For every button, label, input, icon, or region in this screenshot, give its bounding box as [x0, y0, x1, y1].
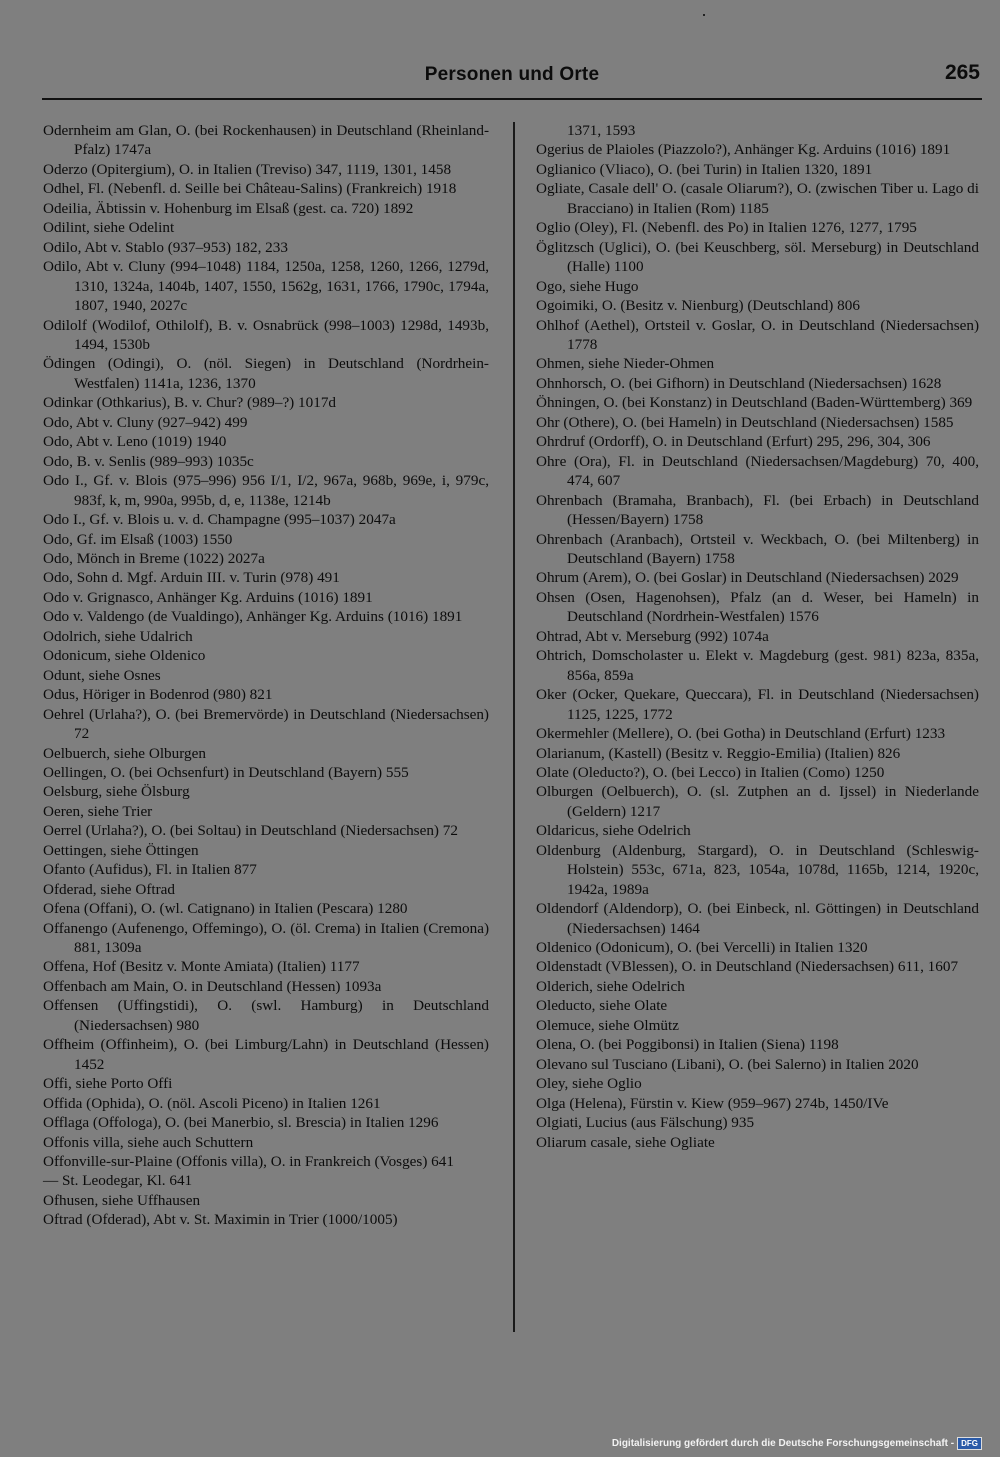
index-entry: Oglio (Oley), Fl. (Nebenfl. des Po) in Italien 1276, 1277, 1795 [536, 219, 917, 237]
index-entry: Odo, Mönch in Breme (1022) 2027a [43, 549, 265, 567]
index-entry: Öhningen, O. (bei Konstanz) in Deutschland (Baden-Württemberg) 369 [536, 394, 973, 412]
index-entry: Ogerius de Plaioles (Piazzolo?), Anhänger Kg. Arduins (1016) 1891 [536, 141, 951, 159]
index-entry: Ofderad, siehe Oftrad [43, 880, 175, 898]
index-entry: Ohrdruf (Ordorff), O. in Deutschland (Erfurt) 295, 296, 304, 306 [536, 433, 931, 451]
index-entry: Odus, Höriger in Bodenrod (980) 821 [43, 686, 273, 704]
index-entry: Oldaricus, siehe Odelrich [536, 822, 691, 840]
index-entry: Offida (Ophida), O. (nöl. Ascoli Piceno) in Italien 1261 [43, 1094, 381, 1112]
index-entry: Öglitzsch (Uglici), O. (bei Keuschberg, söl. Merseburg) in Deutschland (Halle) 1100 [536, 238, 979, 276]
index-entry: Odilo, Abt v. Cluny (994–1048) 1184, 1250a, 1258, 1260, 1266, 1279d, 1310, 1324a, 1404b, 1407, 1550, 1562g, 1631, 1766, 1790c, 1794a, 1807, 1940, 2027c [43, 258, 489, 315]
index-entry: Olemuce, siehe Olmütz [536, 1016, 679, 1034]
index-entry: Oehrel (Urlaha?), O. (bei Bremervörde) in Deutschland (Niedersachsen) 72 [43, 705, 489, 743]
index-entry: Odunt, siehe Osnes [43, 666, 161, 684]
index-column-left [43, 121, 489, 1230]
index-entry: Ohre (Ora), Fl. in Deutschland (Niedersachsen/Magdeburg) 70, 400, 474, 607 [536, 452, 979, 490]
index-entry: Offlaga (Offologa), O. (bei Manerbio, sl. Brescia) in Italien 1296 [43, 1114, 439, 1132]
index-entry: Ohtrich, Domscholaster u. Elekt v. Magdeburg (gest. 981) 823a, 835a, 856a, 859a [536, 647, 979, 684]
index-entry: Olderich, siehe Odelrich [536, 977, 685, 995]
index-entry: Odhel, Fl. (Nebenfl. d. Seille bei Château-Salins) (Frankreich) 1918 [43, 180, 457, 198]
index-entry: Odo I., Gf. v. Blois u. v. d. Champagne (995–1037) 2047a [43, 511, 396, 529]
index-entry: Odo, B. v. Senlis (989–993) 1035c [43, 452, 254, 470]
index-entry-continuation: 1371, 1593 [567, 122, 636, 139]
footer [612, 1437, 982, 1450]
index-entry: Ogo, siehe Hugo [536, 277, 639, 295]
page-header [42, 58, 982, 100]
index-entry: Oldenburg (Aldenburg, Stargard), O. in Deutschland (Schleswig-Holstein) 553c, 671a, 823, 1054a, 1078d, 1165b, 1214, 1920c, 1942a, 1989a [536, 841, 979, 898]
index-entry: Ofhusen, siehe Uffhausen [43, 1191, 201, 1209]
index-entry: Offonville-sur-Plaine (Offonis villa), O. in Frankreich (Vosges) 641 [43, 1153, 454, 1171]
index-entry: Ohr (Othere), O. (bei Hameln) in Deutschland (Niedersachsen) 1585 [536, 413, 954, 431]
index-entry: Odonicum, siehe Oldenico [43, 647, 206, 665]
index-entry: Ogoimiki, O. (Besitz v. Nienburg) (Deutschland) 806 [536, 297, 860, 315]
index-entry: Oerrel (Urlaha?), O. (bei Soltau) in Deutschland (Niedersachsen) 72 [43, 822, 458, 840]
index-entry: Offi, siehe Porto Offi [43, 1075, 173, 1093]
footer-text: Digitalisierung gefördert durch die Deutsche Forschungsgemeinschaft - [611, 1438, 955, 1449]
index-entry: Ohmen, siehe Nieder-Ohmen [536, 355, 715, 373]
index-entry: Odilolf (Wodilof, Othilolf), B. v. Osnabrück (998–1003) 1298d, 1493b, 1494, 1530b [43, 316, 489, 353]
index-entry: Odeilia, Äbtissin v. Hohenburg im Elsaß (gest. ca. 720) 1892 [43, 199, 414, 217]
index-entry: Olate (Oleducto?), O. (bei Lecco) in Italien (Como) 1250 [536, 763, 885, 781]
scan-speck [703, 14, 705, 16]
index-entry: Odo, Sohn d. Mgf. Arduin III. v. Turin (978) 491 [43, 569, 340, 587]
index-entry: Ohtrad, Abt v. Merseburg (992) 1074a [536, 627, 769, 645]
index-entry: Olburgen (Oelbuerch), O. (sl. Zutphen an d. Ijssel) in Niederlande (Geldern) 1217 [536, 783, 979, 820]
index-entry: Ogliate, Casale dell' O. (casale Oliarum?), O. (zwischen Tiber u. Lago di Bracciano) in Italien (Rom) 1185 [536, 180, 979, 217]
page-number: 265 [944, 61, 980, 84]
index-entry: Oldenstadt (VBlessen), O. in Deutschland (Niedersachsen) 611, 1607 [536, 958, 959, 976]
index-entry: Oeren, siehe Trier [43, 802, 153, 820]
index-entry: Oglianico (Vliaco), O. (bei Turin) in Italien 1320, 1891 [536, 160, 873, 178]
dfg-logo: DFG [957, 1437, 982, 1450]
index-entry: Ohrenbach (Aranbach), Ortsteil v. Weckbach, O. (bei Miltenberg) in Deutschland (Bayern) 1758 [536, 530, 979, 567]
index-entry: Olena, O. (bei Poggibonsi) in Italien (Siena) 1198 [536, 1036, 839, 1054]
index-entry: Offheim (Offinheim), O. (bei Limburg/Lahn) in Deutschland (Hessen) 1452 [43, 1036, 489, 1073]
index-entry: Oley, siehe Oglio [536, 1075, 642, 1093]
index-entry: Offena, Hof (Besitz v. Monte Amiata) (Italien) 1177 [43, 958, 360, 976]
index-entry: Ohnhorsch, O. (bei Gifhorn) in Deutschland (Niedersachsen) 1628 [536, 374, 942, 392]
index-entry: Oettingen, siehe Öttingen [43, 841, 199, 859]
index-entry: Ohrum (Arem), O. (bei Goslar) in Deutschland (Niedersachsen) 2029 [536, 569, 959, 587]
index-entry: Oelsburg, siehe Ölsburg [43, 783, 190, 801]
index-entry: Oleducto, siehe Olate [536, 997, 668, 1015]
index-entry: Olga (Helena), Fürstin v. Kiew (959–967) 274b, 1450/IVe [536, 1094, 889, 1112]
index-entry: Ofena (Offani), O. (wl. Catignano) in Italien (Pescara) 1280 [43, 900, 408, 918]
index-entry: Ohsen (Osen, Hagenohsen), Pfalz (an d. Weser, bei Hameln) in Deutschland (Nordrhein-Westfalen) 1576 [536, 588, 979, 626]
index-entry: Odo I., Gf. v. Blois (975–996) 956 I/1, I/2, 967a, 968b, 969e, i, 979c, 983f, k, m, 990a, 995b, d, e, 1138e, 1214b [43, 472, 489, 509]
index-entry: Offenbach am Main, O. in Deutschland (Hessen) 1093a [43, 977, 382, 995]
index-entry: Oellingen, O. (bei Ochsenfurt) in Deutschland (Bayern) 555 [43, 763, 409, 781]
index-entry: Odo, Gf. im Elsaß (1003) 1550 [43, 530, 233, 548]
index-entry: Offonis villa, siehe auch Schuttern [43, 1133, 254, 1151]
index-entry: Olevano sul Tusciano (Libani), O. (bei Salerno) in Italien 2020 [536, 1055, 919, 1073]
column-divider [513, 122, 515, 1332]
index-entry: Offensen (Uffingstidi), O. (swl. Hamburg) in Deutschland (Niedersachsen) 980 [43, 997, 489, 1034]
index-entry: Oliarum casale, siehe Ogliate [536, 1133, 715, 1151]
index-entry: Offanengo (Aufenengo, Offemingo), O. (öl. Crema) in Italien (Cremona) 881, 1309a [43, 919, 489, 957]
index-entry: Oelbuerch, siehe Olburgen [43, 744, 206, 762]
index-entry: Odolrich, siehe Udalrich [43, 627, 193, 645]
index-entry: Odinkar (Othkarius), B. v. Chur? (989–?) 1017d [43, 394, 337, 412]
index-entry: Ödingen (Odingi), O. (nöl. Siegen) in Deutschland (Nordrhein-Westfalen) 1141a, 1236, 1370 [43, 355, 489, 392]
index-entry: Odo, Abt v. Leno (1019) 1940 [43, 433, 227, 451]
index-entry: Oderzo (Opitergium), O. in Italien (Treviso) 347, 1119, 1301, 1458 [43, 160, 452, 178]
index-entry: Odernheim am Glan, O. (bei Rockenhausen) in Deutschland (Rheinland-Pfalz) 1747a [43, 122, 489, 159]
index-entry: Oldenico (Odonicum), O. (bei Vercelli) in Italien 1320 [536, 939, 868, 957]
index-entry: Odo, Abt v. Cluny (927–942) 499 [43, 413, 248, 431]
index-entry: — St. Leodegar, Kl. 641 [43, 1172, 193, 1190]
index-entry: Odo v. Valdengo (de Vualdingo), Anhänger Kg. Arduins (1016) 1891 [43, 608, 463, 626]
index-entry: Olarianum, (Kastell) (Besitz v. Reggio-Emilia) (Italien) 826 [536, 744, 901, 762]
index-entry: Odo v. Grignasco, Anhänger Kg. Arduins (1016) 1891 [43, 588, 373, 606]
index-entry: Oker (Ocker, Quekare, Queccara), Fl. in Deutschland (Niedersachsen) 1125, 1225, 1772 [536, 686, 979, 723]
index-entry: Oldendorf (Aldendorp), O. (bei Einbeck, nl. Göttingen) in Deutschland (Niedersachsen) 1464 [536, 900, 979, 937]
index-entry: Ofanto (Aufidus), Fl. in Italien 877 [43, 861, 257, 879]
index-column-right [536, 121, 979, 1152]
index-entry: Ohlhof (Aethel), Ortsteil v. Goslar, O. in Deutschland (Niedersachsen) 1778 [536, 316, 979, 353]
index-entry: Olgiati, Lucius (aus Fälschung) 935 [536, 1114, 755, 1132]
index-entry: Odilint, siehe Odelint [43, 219, 175, 237]
index-entry: Odilo, Abt v. Stablo (937–953) 182, 233 [43, 238, 288, 256]
index-entry: Ohrenbach (Bramaha, Branbach), Fl. (bei Erbach) in Deutschland (Hessen/Bayern) 1758 [536, 491, 979, 529]
page-title: Personen und Orte [424, 64, 600, 85]
index-entry: Okermehler (Mellere), O. (bei Gotha) in Deutschland (Erfurt) 1233 [536, 725, 946, 743]
index-entry: Oftrad (Ofderad), Abt v. St. Maximin in Trier (1000/1005) [43, 1211, 398, 1229]
